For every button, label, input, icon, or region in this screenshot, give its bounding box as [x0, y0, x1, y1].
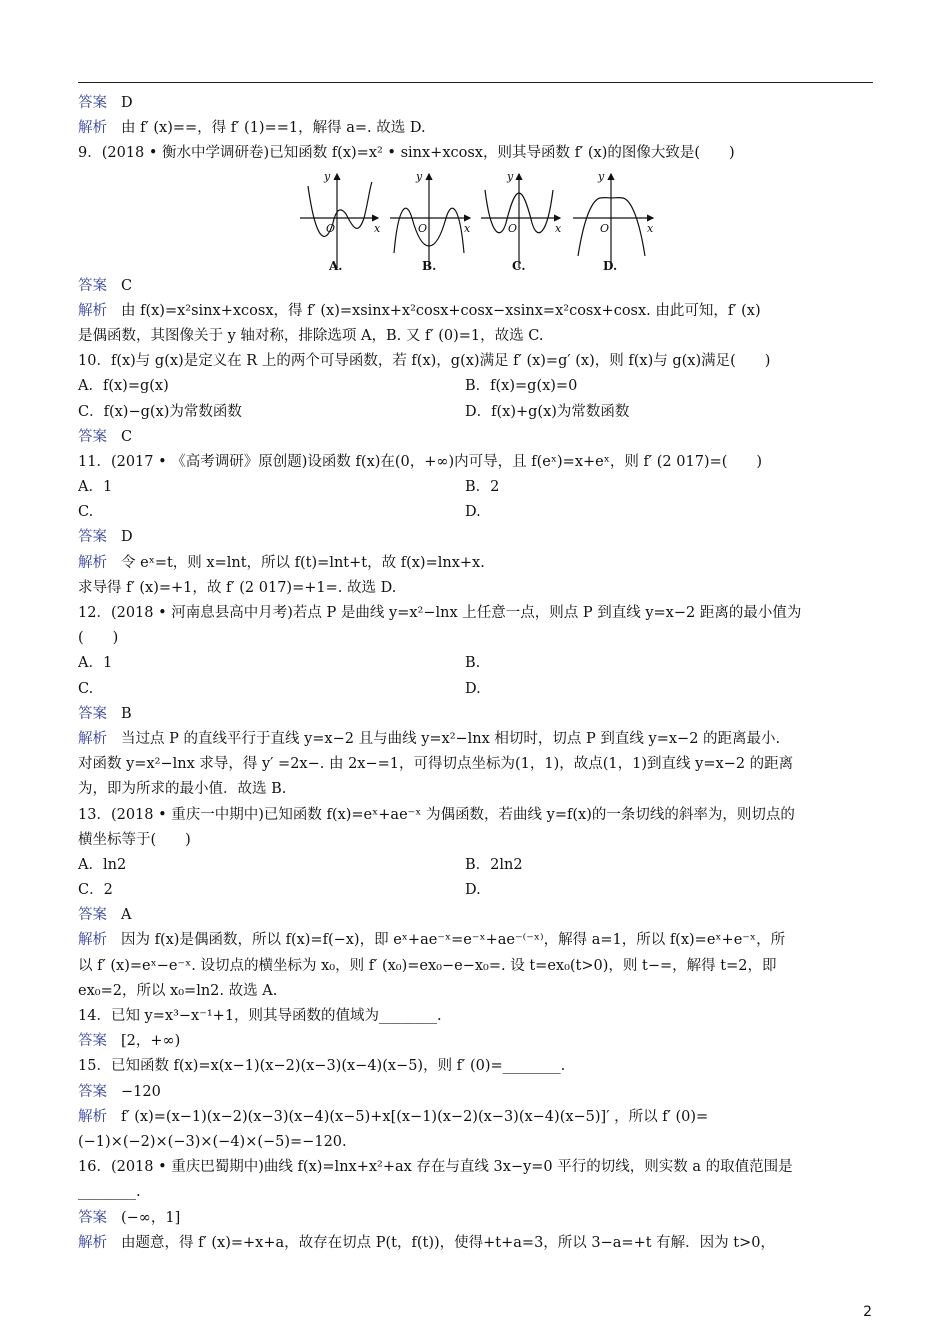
origin-label-b: O: [418, 221, 428, 235]
answer-label: 答案: [78, 1083, 107, 1100]
graph-d: [573, 174, 653, 268]
axis-x-label-d: x: [647, 221, 654, 235]
line-text: ex₀=2，所以 x₀=ln2. 故选 A.: [78, 982, 278, 999]
labeled-line: [78, 903, 873, 928]
line-text: 令 eˣ=t，则 x=lnt，所以 f(t)=lnt+t，故 f(x)=lnx+x.: [121, 554, 485, 571]
answer-label: 答案: [78, 529, 107, 546]
text-line: [78, 954, 873, 979]
block-q13-to-q16: [78, 903, 873, 1256]
q10-option-b: B．f(x)=g(x)=0: [465, 378, 578, 395]
q12-option-a: A．1: [78, 655, 113, 672]
line-text: B: [121, 705, 132, 722]
text-line: [78, 803, 873, 828]
text-line: [78, 979, 873, 1004]
q13-options-row1: [78, 853, 873, 878]
line-text: 15．已知函数 f(x)=x(x−1)(x−2)(x−3)(x−4)(x−5)，则 f′ (0)=________.: [78, 1058, 566, 1075]
q12-option-c: C.: [78, 680, 94, 697]
axis-x-label-b: x: [464, 221, 471, 235]
text-line: [78, 1054, 873, 1079]
labeled-line: [78, 1105, 873, 1130]
line-text: 以 f′ (x)=eˣ−e⁻ˣ. 设切点的横坐标为 x₀，则 f′ (x₀)=ex₀−e−x₀=. 设 t=ex₀(t>0)，则 t−=，解得 t=2，即: [78, 957, 777, 974]
q10-options-row1: [78, 374, 873, 399]
block-q8-answer-q9: [78, 91, 873, 167]
block-q9-answer-q10: [78, 274, 873, 375]
line-text: D: [121, 529, 133, 546]
line-text: ( ): [78, 630, 119, 647]
q10-option-d: D．f(x)+g(x)为常数函数: [465, 403, 630, 420]
q11-option-d: D.: [465, 504, 481, 521]
q10-option-c: C．f(x)−g(x)为常数函数: [78, 403, 242, 420]
caption-d: D.: [603, 258, 618, 273]
line-text: 11．(2017 • 《高考调研》原创题)设函数 f(x)在(0，+∞)内可导，且 f(eˣ)=x+eˣ，则 f′ (2 017)=( ): [78, 453, 763, 470]
q12-option-d: D.: [465, 680, 481, 697]
axis-y-label-b: y: [416, 169, 423, 183]
line-text: 当过点 P 的直线平行于直线 y=x−2 且与曲线 y=x²−lnx 相切时，切点 P 到直线 y=x−2 的距离最小.: [121, 730, 781, 747]
line-text: 9．(2018 • 衡水中学调研卷)已知函数 f(x)=x² • sinx+xcosx，则其导函数 f′ (x)的图像大致是( ): [78, 145, 735, 162]
line-text: 对函数 y=x²−lnx 求导，得 y′ =2x−. 由 2x−=1，可得切点坐标为(1，1)，故点(1，1)到直线 y=x−2 的距离: [78, 756, 794, 773]
line-text: ________.: [78, 1184, 141, 1201]
answer-label: 答案: [78, 428, 107, 445]
axis-y-label-a: y: [324, 169, 331, 183]
line-text: 为，即为所求的最小值．故选 B.: [78, 781, 287, 798]
line-text: 由 f′ (x)==，得 f′ (1)==1，解得 a=. 故选 D.: [121, 120, 426, 137]
labeled-line: [78, 299, 873, 324]
page-number: 2: [863, 1304, 872, 1320]
caption-c: C.: [512, 258, 526, 273]
q11-option-c: C.: [78, 504, 94, 521]
text-line: [78, 601, 873, 626]
line-text: A: [121, 907, 132, 924]
labeled-line: [78, 274, 873, 299]
text-line: [78, 1155, 873, 1180]
block-q10-answer-q11: [78, 425, 873, 475]
q12-options-row2: [78, 677, 873, 702]
labeled-line: [78, 116, 873, 141]
axis-y-label-c: y: [507, 169, 514, 183]
header-rule: [78, 82, 873, 83]
labeled-line: [78, 525, 873, 550]
q13-option-c: C．2: [78, 882, 113, 899]
text-line: [78, 626, 873, 651]
axis-x-label-c: x: [555, 221, 562, 235]
line-text: 10．f(x)与 g(x)是定义在 R 上的两个可导函数，若 f(x)，g(x)满足 f′ (x)=g′ (x)，则 f(x)与 g(x)满足( ): [78, 353, 771, 370]
solution-label: 解析: [78, 1234, 107, 1251]
q10-options-row2: [78, 400, 873, 425]
line-text: 是偶函数，其图像关于 y 轴对称，排除选项 A，B. 又 f′ (0)=1，故选 C.: [78, 327, 544, 344]
solution-label: 解析: [78, 1108, 107, 1125]
q11-options-row1: [78, 475, 873, 500]
text-line: [78, 450, 873, 475]
q11-option-b: B．2: [465, 479, 500, 496]
solution-label: 解析: [78, 120, 107, 137]
text-line: [78, 1130, 873, 1155]
line-text: C: [121, 277, 133, 294]
labeled-line: [78, 1206, 873, 1231]
option-captions: [328, 259, 617, 273]
text-line: [78, 349, 873, 374]
q12-options-row1: [78, 651, 873, 676]
solution-label: 解析: [78, 302, 107, 319]
line-text: (−∞，1]: [121, 1209, 181, 1226]
text-line: [78, 324, 873, 349]
text-line: [78, 777, 873, 802]
axis-x-label-a: x: [374, 221, 381, 235]
q11-option-a: A．1: [78, 479, 113, 496]
line-text: 因为 f(x)是偶函数，所以 f(x)=f(−x)，即 eˣ+ae⁻ˣ=e⁻ˣ+ae⁻⁽⁻ˣ⁾，解得 a=1，所以 f(x)=eˣ+e⁻ˣ，所: [121, 932, 786, 949]
block-q11-answer-q12: [78, 525, 873, 651]
line-text: 由题意，得 f′ (x)=+x+a，故存在切点 P(t，f(t))，使得+t+a=3，所以 3−a=+t 有解．因为 t>0，: [121, 1234, 775, 1251]
answer-label: 答案: [78, 277, 107, 294]
graph-options-figure: [298, 168, 658, 274]
labeled-line: [78, 91, 873, 116]
line-text: [2，+∞): [121, 1033, 181, 1050]
axis-y-label-d: y: [598, 169, 605, 183]
q10-option-a: A．f(x)=g(x): [78, 378, 169, 395]
q13-option-d: D.: [465, 882, 481, 899]
line-text: C: [121, 428, 133, 445]
line-text: 12．(2018 • 河南息县高中月考)若点 P 是曲线 y=x²−lnx 上任意一点，则点 P 到直线 y=x−2 距离的最小值为: [78, 605, 802, 621]
text-line: [78, 141, 873, 166]
labeled-line: [78, 1080, 873, 1105]
axis-labels: [323, 170, 654, 235]
graph-a: [300, 174, 378, 268]
line-text: 16．(2018 • 重庆巴蜀期中)曲线 f(x)=lnx+x²+ax 存在与直线 3x−y=0 平行的切线，则实数 a 的取值范围是: [78, 1159, 793, 1176]
line-text: D: [121, 95, 133, 111]
graph-b: [390, 174, 470, 268]
graph-c: [481, 174, 560, 268]
line-text: 14．已知 y=x³−x⁻¹+1，则其导函数的值域为________.: [78, 1008, 442, 1024]
q13-option-a: A．ln2: [78, 856, 127, 873]
answer-label: 答案: [78, 705, 107, 722]
text-line: [78, 1004, 873, 1029]
caption-b: B.: [422, 258, 437, 273]
solution-label: 解析: [78, 932, 107, 949]
q12-option-b: B.: [465, 655, 481, 672]
line-text: −120: [121, 1083, 161, 1100]
solution-label: 解析: [78, 554, 107, 571]
text-line: [78, 752, 873, 777]
labeled-line: [78, 727, 873, 752]
solution-label: 解析: [78, 730, 107, 747]
text-line: [78, 576, 873, 601]
answer-label: 答案: [78, 907, 107, 924]
labeled-line: [78, 702, 873, 727]
line-text: (−1)×(−2)×(−3)×(−4)×(−5)=−120.: [78, 1133, 347, 1150]
answer-label: 答案: [78, 95, 107, 111]
text-line: [78, 828, 873, 853]
answer-label: 答案: [78, 1033, 107, 1050]
labeled-line: [78, 551, 873, 576]
labeled-line: [78, 928, 873, 953]
q13-options-row2: [78, 878, 873, 903]
origin-label-c: O: [508, 221, 518, 235]
origin-label-a: O: [326, 221, 336, 235]
answer-label: 答案: [78, 1209, 107, 1226]
line-text: 横坐标等于( ): [78, 831, 191, 848]
q13-option-b: B．2ln2: [465, 856, 523, 873]
line-text: 由 f(x)=x²sinx+xcosx，得 f′ (x)=xsinx+x²cosx+cosx−xsinx=x²cosx+cosx. 由此可知，f′ (x): [121, 302, 761, 319]
document-body: [78, 91, 873, 1256]
line-text: 求导得 f′ (x)=+1，故 f′ (2 017)=+1=. 故选 D.: [78, 579, 397, 596]
labeled-line: [78, 1231, 873, 1256]
origin-label-d: O: [600, 221, 610, 235]
labeled-line: [78, 425, 873, 450]
line-text: f′ (x)=(x−1)(x−2)(x−3)(x−4)(x−5)+x[(x−1)(x−2)(x−3)(x−4)(x−5)]′ ，所以 f′ (0)=: [121, 1108, 709, 1125]
caption-a: A.: [329, 258, 343, 273]
text-line: [78, 1180, 873, 1205]
line-text: 13．(2018 • 重庆一中期中)已知函数 f(x)=eˣ+ae⁻ˣ 为偶函数，若曲线 y=f(x)的一条切线的斜率为，则切点的: [78, 806, 795, 823]
q9-figure-options: [78, 168, 873, 274]
q11-options-row2: [78, 500, 873, 525]
block-q12-answer-q13: [78, 702, 873, 853]
labeled-line: [78, 1029, 873, 1054]
